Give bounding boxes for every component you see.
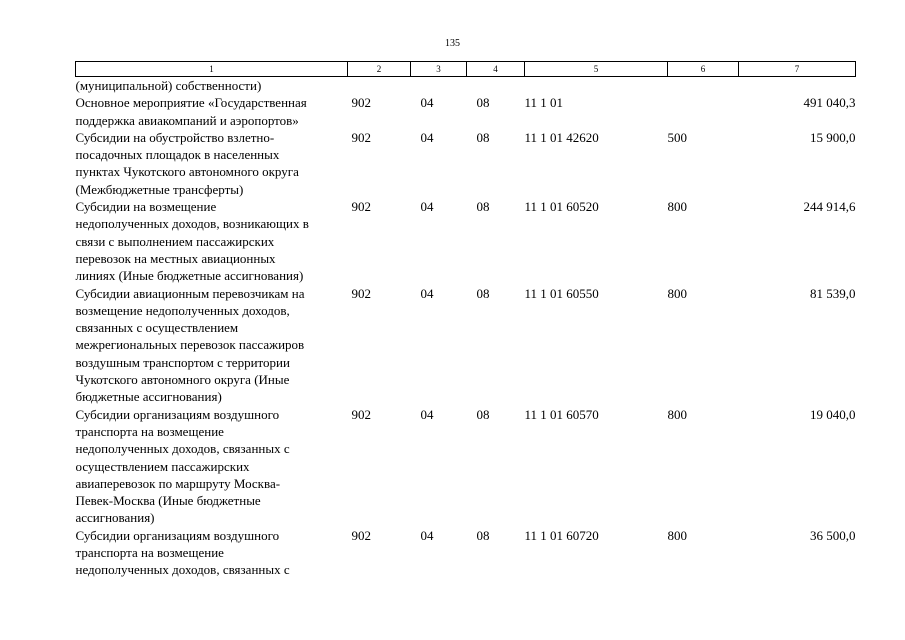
- table-row: [76, 198, 856, 284]
- header-col-2: 2: [348, 62, 411, 77]
- row-rz: 04: [420, 527, 434, 543]
- row-grbs: 902: [351, 527, 371, 543]
- row-pr: 08: [476, 406, 490, 422]
- row-csr: 11 1 01 60520: [524, 199, 599, 215]
- header-col-3: 3: [411, 62, 467, 77]
- row-pr: 08: [476, 527, 490, 543]
- row-sum: 81 539,0: [810, 285, 856, 301]
- row-vr: 800: [667, 406, 687, 422]
- table-row: [76, 527, 856, 579]
- header-col-7: 7: [739, 62, 856, 77]
- row-sum: [739, 77, 856, 95]
- row-grbs: 902: [351, 129, 371, 145]
- header-col-1: 1: [76, 62, 348, 77]
- row-sum: 491 040,3: [803, 95, 856, 111]
- row-grbs: 902: [351, 95, 371, 111]
- row-vr: 500: [667, 129, 687, 145]
- table-row: [76, 406, 856, 527]
- row-pr: 08: [476, 285, 490, 301]
- row-csr: 11 1 01 60570: [524, 406, 599, 422]
- row-pr: 08: [476, 199, 490, 215]
- header-row: [76, 62, 856, 77]
- row-csr: 11 1 01: [524, 95, 564, 111]
- row-grbs: 902: [351, 199, 371, 215]
- row-name: Субсидии организациям воздушного транспорта на возмещение недополученных доходов, связанных с: [75, 527, 290, 578]
- header-col-4: 4: [467, 62, 525, 77]
- table-header: [76, 62, 856, 77]
- row-csr: 11 1 01 60720: [524, 527, 599, 543]
- row-name: Субсидии на возмещение недополученных доходов, возникающих в связи с выполнением пассажирских перевозок на местных авиационных линиях (Иные бюджетные ассигнования): [75, 199, 309, 284]
- table-body: [76, 77, 856, 579]
- table-row: [76, 77, 856, 95]
- header-col-5: 5: [525, 62, 668, 77]
- row-rz: 04: [420, 199, 434, 215]
- row-rz: 04: [420, 129, 434, 145]
- row-name: Субсидии на обустройство взлетно- посадочных площадок в населенных пунктах Чукотского автономного округа (Межбюджетные трансферты): [75, 129, 299, 197]
- row-name: Субсидии авиационным перевозчикам на возмещение недополученных доходов, связанных с осуществлением межрегиональных перевозок пассажиров воздушным транспортом с территории Чукотского автономного округа (Иные бюджетные ассигнования): [75, 285, 305, 405]
- row-sum: 36 500,0: [810, 527, 856, 543]
- row-sum: 244 914,6: [803, 199, 856, 215]
- row-rz: 04: [420, 95, 434, 111]
- row-vr: 800: [667, 285, 687, 301]
- row-name: Основное мероприятие «Государственная поддержка авиакомпаний и аэропортов»: [75, 95, 307, 128]
- budget-table: [75, 61, 856, 579]
- row-pr: 08: [476, 129, 490, 145]
- row-sum: 15 900,0: [810, 129, 856, 145]
- table-row: [76, 129, 856, 198]
- table-row: [76, 285, 856, 406]
- row-name: (муниципальной) собственности): [75, 78, 262, 93]
- row-sum: 19 040,0: [810, 406, 856, 422]
- row-grbs: 902: [351, 285, 371, 301]
- row-rz: 04: [420, 285, 434, 301]
- row-csr: 11 1 01 42620: [524, 129, 599, 145]
- page-number: 135: [445, 38, 460, 49]
- table-row: [76, 94, 856, 129]
- row-pr: 08: [476, 95, 490, 111]
- row-csr: 11 1 01 60550: [524, 285, 599, 301]
- row-grbs: 902: [351, 406, 371, 422]
- row-name: Субсидии организациям воздушного транспорта на возмещение недополученных доходов, связанных с осуществлением пассажирских авиаперевозок по маршруту Москва- Певек-Москва (Иные бюджетные ассигнования): [75, 406, 290, 526]
- row-rz: 04: [420, 406, 434, 422]
- row-vr: 800: [667, 199, 687, 215]
- row-vr: 800: [667, 527, 687, 543]
- header-col-6: 6: [668, 62, 739, 77]
